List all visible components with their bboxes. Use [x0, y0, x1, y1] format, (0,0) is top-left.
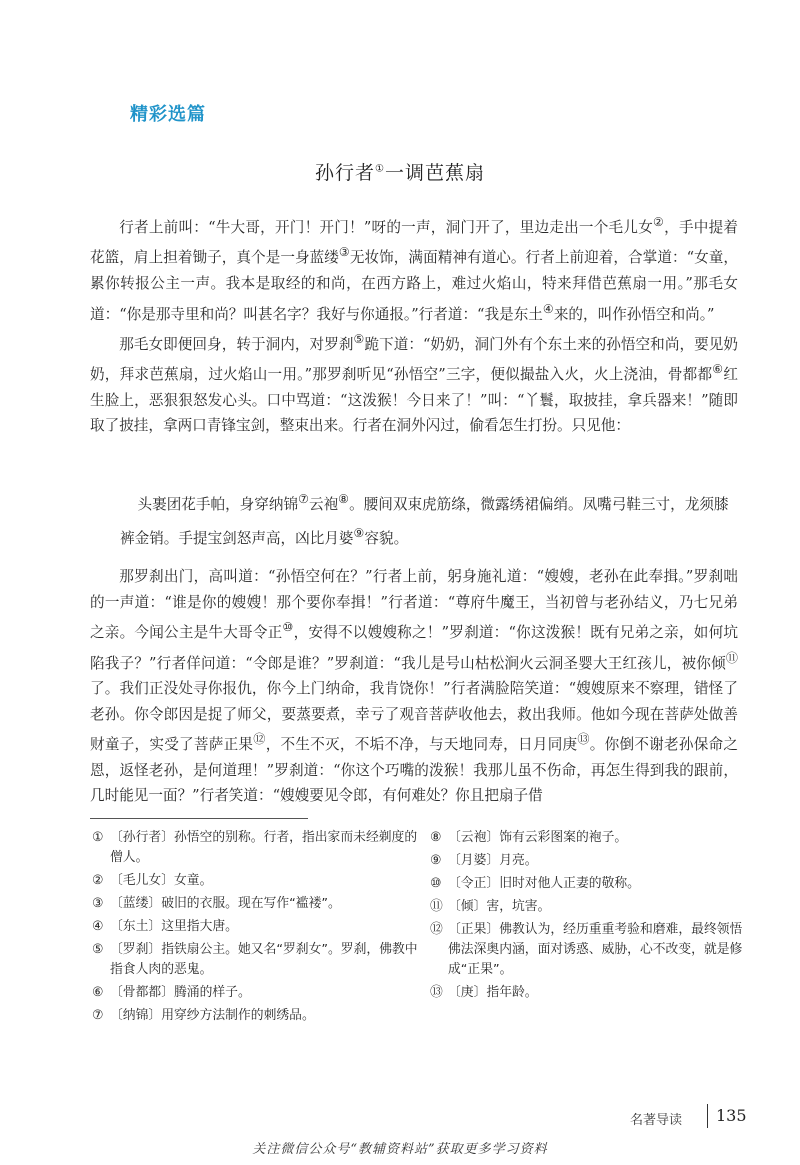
footnote-item	[92, 894, 422, 914]
text-run: 。腰间双束虎筋绦，微露绣裙偏绡。凤嘴弓鞋三寸，龙须膝裤金销。手提宝剑怒声高，凶比月婆	[120, 495, 729, 547]
footnote-text: 〔东土〕这里指大唐。	[110, 919, 238, 934]
verse-text	[120, 485, 738, 553]
text-run: 行者上前叫：“牛大哥，开门！开门！”呀的一声，洞门开了，里边走出一个毛儿女	[119, 218, 654, 236]
footnote-mark: ⑨	[353, 525, 365, 540]
footnote-mark: ③	[338, 245, 350, 260]
text-run: ，手中提着花篮，肩上担着锄子，真个是一身蓝缕	[90, 218, 738, 267]
body-text-bottom	[90, 564, 738, 809]
footnote-text: 〔月婆〕月亮。	[448, 853, 538, 868]
footnote-text: 〔令正〕旧时对他人正妻的敬称。	[448, 876, 640, 891]
footnote-mark: ⑤	[353, 331, 365, 346]
text-run: ，不生不灭，不垢不净，与天地同寿，日月同庚	[265, 736, 578, 754]
footnote-text: 〔蓝缕〕破旧的衣服。现在写作“褴褛”。	[110, 896, 341, 911]
text-run: 那罗刹出门，高叫道：“孙悟空何在？”行者上前，躬身施礼道：“嫂嫂，老孙在此奉揖。”罗刹咄的一声道：“谁是你的嫂嫂！那个要你奉揖！”行者道：“尊府牛魔王，当初曾与老孙结义，乃七兄弟之亲。今闻公主是牛大哥令正	[90, 568, 738, 642]
footnote-text: 〔倾〕害，坑害。	[448, 899, 551, 914]
footnote-number: ②	[92, 873, 104, 888]
footnote-item	[92, 828, 422, 868]
footnote-number: ③	[92, 896, 104, 911]
footnote-item	[430, 983, 745, 1003]
footnote-mark: ⑩	[282, 620, 294, 635]
footnote-number: ⑧	[430, 830, 442, 845]
footnote-mark: ⑧	[338, 492, 350, 506]
footnote-mark: ⑫	[253, 732, 266, 747]
footnote-number: ⑩	[430, 876, 442, 891]
footnote-number: ⑨	[430, 853, 442, 868]
book-section-label: 名著导读	[630, 1113, 683, 1128]
page-number: 135	[716, 1106, 747, 1125]
footnote-text: 〔云袍〕饰有云彩图案的袍子。	[448, 830, 628, 845]
text-run: 容貌。	[364, 529, 409, 547]
text-run: 了。我们正没处寻你报仇，你今上门纳命，我肯饶你！”行者满脸陪笑道：“嫂嫂原来不察理，错怪了老孙。你令郎因是捉了师父，要蒸要煮，幸亏了观音菩萨收他去，救出我师。他如今现在菩萨处做善财童子，实受了菩萨正果	[90, 680, 738, 754]
footnote-item	[430, 828, 745, 848]
footnote-number: ⑬	[430, 985, 443, 1000]
footnote-item	[92, 983, 422, 1003]
text-run: 。你倒不谢老孙保命之恩，返怪老孙，是何道理！”罗刹道：“你这个巧嘴的泼猴！我那儿虽不伤命，再怎生得到我的跟前，几时能见一面？”行者笑道：“嫂嫂要见令郎，有何难处？你且把扇子借	[90, 736, 738, 805]
footnote-mark: ⑥	[712, 362, 724, 377]
footnote-item	[430, 874, 745, 894]
text-run: 红生脸上，恶狠狠怒发心头。口中骂道：“这泼猴！今日来了！”叫：“丫鬟，取披挂，拿兵器来！”随即取了披挂，拿两口青锋宝剑，整束出来。行者在洞外闪过，偷看怎生打扮。只见他：	[90, 366, 738, 435]
text-run: 头裹团花手帕，身穿纳锦	[137, 495, 299, 513]
footnote-mark: ⑪	[725, 650, 738, 665]
footnote-text: 〔纳锦〕用穿纱方法制作的刺绣品。	[110, 1008, 315, 1023]
footnote-item	[430, 851, 745, 871]
footer-divider	[707, 1104, 708, 1128]
footnote-number: ⑦	[92, 1008, 104, 1023]
text-run: 云袍	[308, 495, 339, 513]
footnote-item	[92, 940, 422, 980]
footnote-number: ④	[92, 919, 104, 934]
footnote-text: 〔毛儿女〕女童。	[110, 873, 213, 888]
footnote-text: 〔骨都都〕腾涌的样子。	[110, 985, 251, 1000]
footnotes-right-column	[430, 828, 745, 1006]
watermark-text: 关注微信公众号“教辅资料站”获取更多学习资料	[252, 1142, 548, 1157]
footnote-text: 〔庚〕指年龄。	[448, 985, 538, 1000]
footnote-number: ⑪	[430, 899, 443, 914]
paragraph-3	[90, 564, 738, 809]
footnote-number: ⑥	[92, 985, 104, 1000]
title-rest: 一调芭蕉扇	[384, 162, 485, 184]
footnote-text: 〔罗刹〕指铁扇公主。她又名“罗刹女”。罗刹，佛教中指食人肉的恶鬼。	[110, 942, 418, 977]
footnote-number: ⑫	[430, 922, 443, 937]
footnotes-left-column	[92, 828, 422, 1029]
title-text: 孙行者	[315, 162, 376, 184]
footnote-text: 〔正果〕佛教认为，经历重重考验和磨难，最终领悟佛法深奥内涵，面对诱惑、威胁，心不改变，就是修成“正果”。	[448, 922, 743, 977]
footnote-item	[430, 897, 745, 917]
text-run: 那毛女即便回身，转于洞内，对罗刹	[119, 335, 354, 353]
section-label: 精彩选篇	[130, 104, 206, 125]
title-footnote-mark: ①	[375, 163, 385, 175]
footnote-text: 〔孙行者〕孙悟空的别称。行者，指出家而未经剃度的僧人。	[110, 830, 418, 865]
footnote-item	[430, 920, 745, 980]
text-run: 无妆饰，满面精神有道心。行者上前迎着，合掌道：“女童，累你转报公主一声。我本是取经的和尚，在西方路上，难过火焰山，特来拜借芭蕉扇一用。”那毛女道：“你是那寺里和尚？叫甚名字？我好与你通报。”行者道：“我是东土	[90, 249, 738, 323]
text-run: ，安得不以嫂嫂称之！”罗刹道：“你这泼猴！既有兄弟之亲，如何坑陷我子？”行者佯问道：“令郎是谁？”罗刹道：“我儿是号山枯松涧火云洞圣婴大王红孩儿，被你倾	[90, 624, 738, 672]
footnote-number: ①	[92, 830, 104, 845]
footnote-item	[92, 917, 422, 937]
text-run: 跪下道：“奶奶，洞门外有个东土来的孙悟空和尚，要见奶奶，拜求芭蕉扇，过火焰山一用。”那罗刹听见“孙悟空”三字，便似撮盐入火，火上浇油，骨都都	[90, 335, 738, 384]
text-run: 来的，叫作孙悟空和尚。”	[553, 305, 715, 323]
footnote-divider	[90, 818, 308, 819]
footnote-mark: ②	[653, 215, 665, 229]
footnote-number: ⑤	[92, 942, 104, 957]
footnote-mark: ⑦	[298, 492, 309, 506]
paragraph-2	[90, 327, 738, 439]
body-text-top	[90, 210, 738, 439]
footnote-item	[92, 1006, 422, 1026]
footnote-mark: ④	[542, 301, 554, 316]
paragraph-1	[90, 210, 738, 327]
chapter-title	[0, 158, 800, 185]
footnote-mark: ⑬	[577, 732, 590, 747]
verse-block	[120, 485, 738, 553]
footnote-item	[92, 871, 422, 891]
